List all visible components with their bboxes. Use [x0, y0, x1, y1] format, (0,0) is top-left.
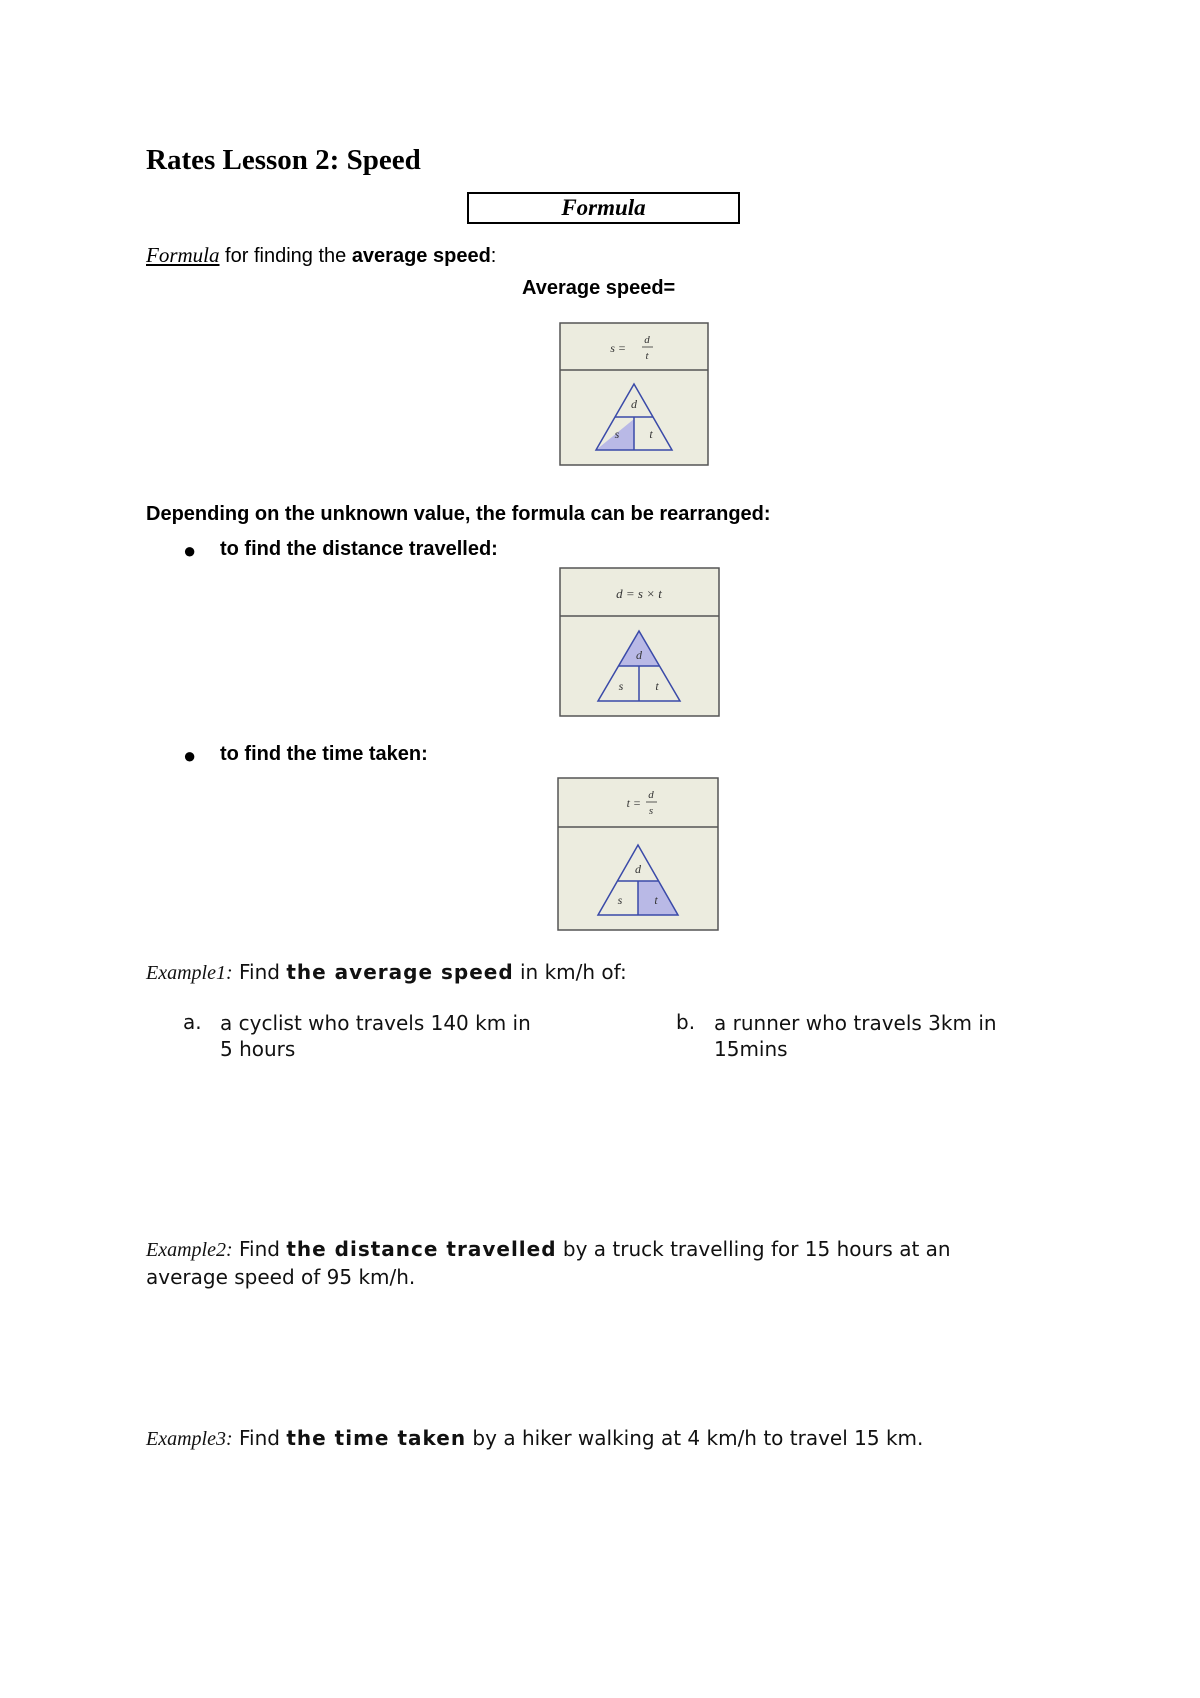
bullet-distance-bold: distance travelled [322, 538, 492, 560]
example2-pre: Find [232, 1237, 287, 1261]
bullet-time-suffix: : [421, 743, 428, 765]
speed-header-lhs: s = [610, 341, 626, 355]
intro-end-text: : [490, 245, 497, 267]
example1-bold: the average speed [286, 960, 514, 984]
example2-label: Example2: [146, 1239, 233, 1261]
bullet-time [183, 743, 428, 769]
speed-cell-left: s [614, 427, 620, 441]
speed-formula-triangle [559, 322, 709, 466]
distance-cell-right: t [655, 679, 659, 693]
example1-post: in km/h of: [513, 960, 627, 984]
example2-post: by a truck travelling for 15 hours at an [556, 1237, 951, 1261]
item-a-marker: a. [183, 1010, 202, 1034]
example3-pre: Find [232, 1426, 287, 1450]
page-title: Rates Lesson 2: Speed [146, 144, 421, 176]
item-b-marker: b. [676, 1010, 696, 1034]
intro-bold-text: average speed [351, 245, 491, 267]
example2-line2: average speed of 95 km/h. [146, 1265, 416, 1289]
example1-item-a [183, 1010, 531, 1061]
formula-intro [146, 243, 496, 268]
item-a-line1: a cyclist who travels 140 km in [220, 1011, 531, 1035]
formula-word: Formula [146, 243, 220, 267]
rearrange-text: Depending on the unknown value, the formula can be rearranged: [146, 503, 771, 525]
example3-label: Example3: [146, 1428, 233, 1450]
distance-cell-left: s [618, 679, 624, 693]
formula-header-box: Formula [467, 192, 740, 224]
time-cell-top: d [635, 862, 641, 876]
example3-bold: the time taken [286, 1426, 467, 1450]
item-b-line1: a runner who travels 3km in [714, 1011, 997, 1035]
example2-bold: the distance travelled [286, 1237, 557, 1261]
item-a-line2: 5 hours [220, 1037, 296, 1061]
bullet-time-bold: time taken [322, 743, 422, 765]
bullet-distance-prefix: to find the [220, 538, 323, 560]
example2-prompt [146, 1236, 951, 1291]
time-header-num: d [648, 789, 654, 801]
intro-mid-text: for finding the [219, 245, 352, 267]
bullet-symbol: ● [183, 538, 197, 563]
example3-prompt [146, 1426, 923, 1451]
time-cell-right: t [654, 893, 658, 907]
example1-item-b [676, 1010, 997, 1061]
speed-cell-right: t [649, 427, 653, 441]
speed-header-den: t [645, 350, 649, 362]
time-formula-triangle [557, 777, 719, 931]
speed-header-num: d [644, 334, 650, 346]
example1-prompt [146, 960, 627, 985]
distance-formula-triangle [559, 567, 720, 717]
example1-pre: Find [232, 960, 287, 984]
time-cell-left: s [617, 893, 623, 907]
distance-header: d = s × t [616, 586, 662, 601]
example1-label: Example1: [146, 962, 233, 984]
item-b-line2: 15mins [714, 1037, 788, 1061]
bullet-distance [183, 538, 498, 564]
example3-post: by a hiker walking at 4 km/h to travel 15 km. [466, 1426, 924, 1450]
bullet-time-prefix: to find the [220, 743, 323, 765]
distance-cell-top: d [636, 648, 642, 662]
bullet-symbol: ● [183, 743, 197, 768]
bullet-distance-suffix: : [491, 538, 498, 560]
time-header-lhs: t = [626, 796, 641, 810]
speed-cell-top: d [631, 397, 637, 411]
time-header-den: s [648, 805, 654, 817]
average-speed-label: Average speed= [522, 277, 676, 299]
